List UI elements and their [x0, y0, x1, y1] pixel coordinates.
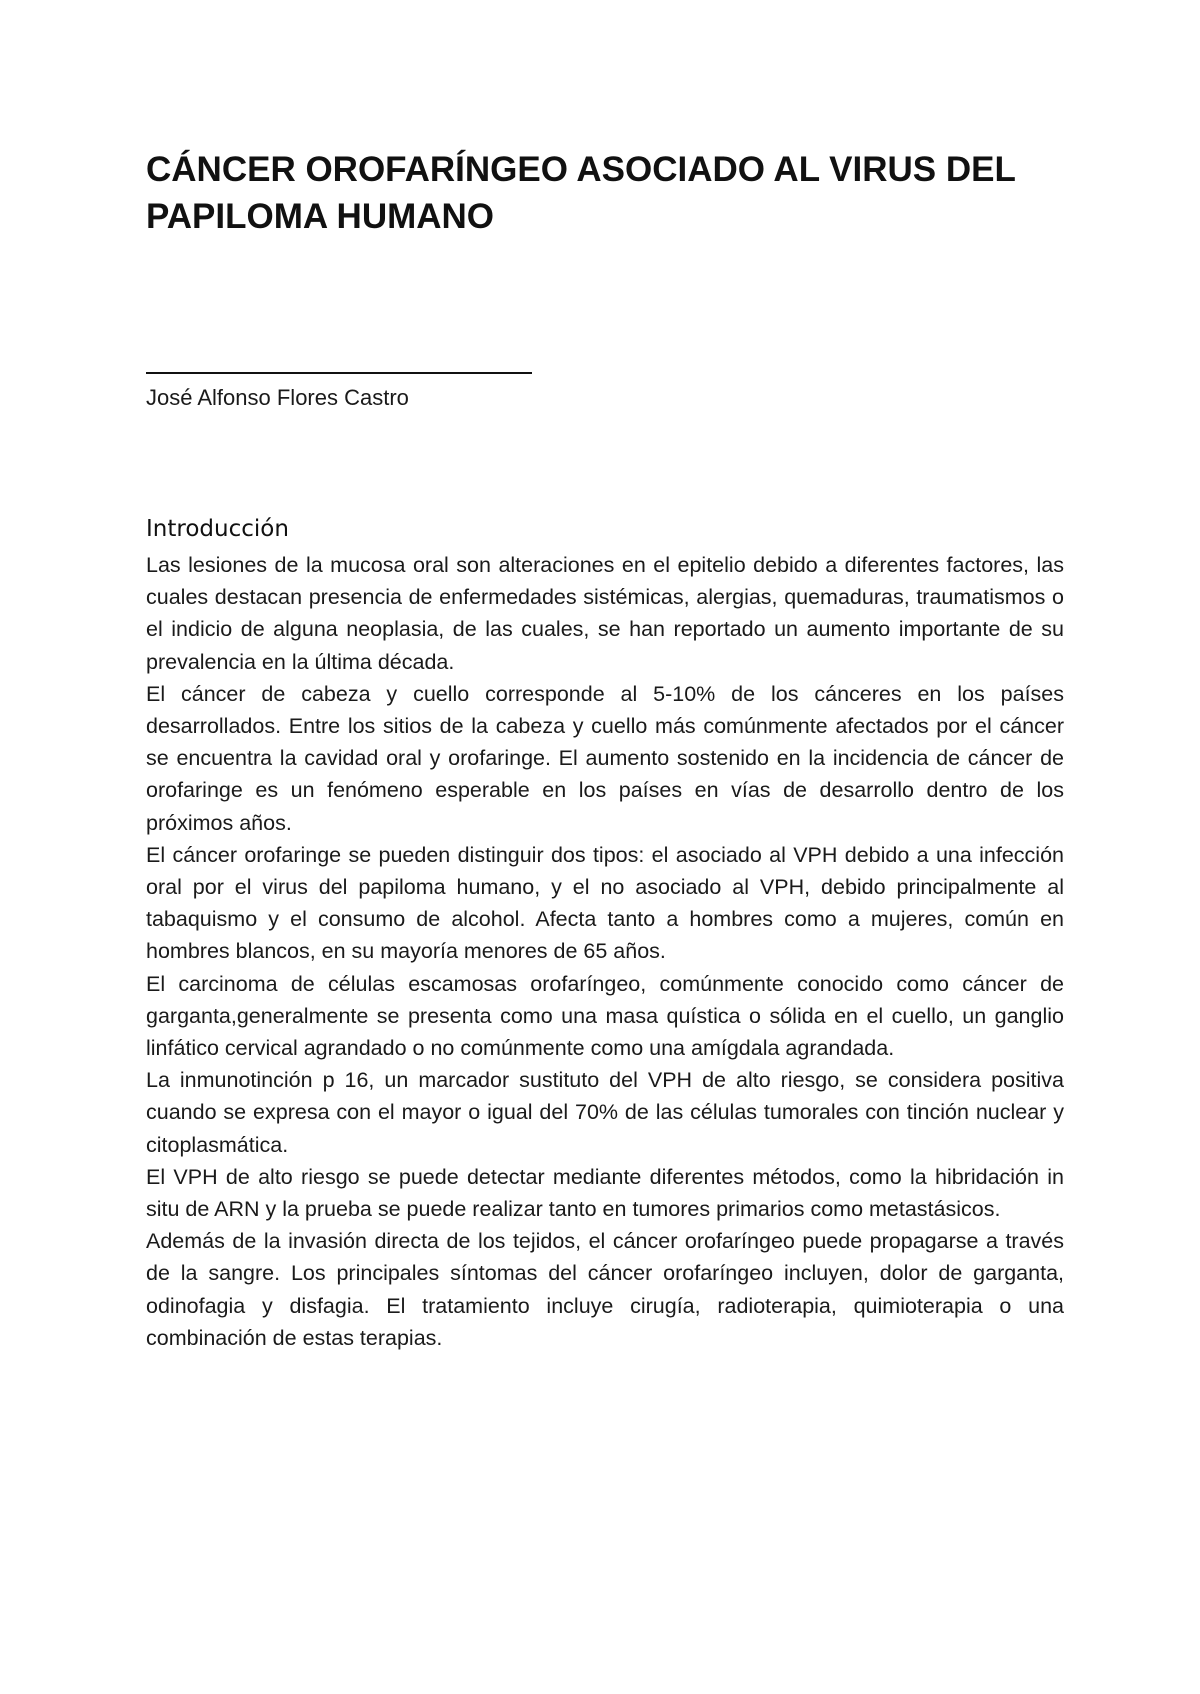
author-name: José Alfonso Flores Castro: [146, 385, 409, 410]
paragraph: Las lesiones de la mucosa oral son alteraciones en el epitelio debido a diferentes factores, las cuales destacan presencia de enfermedades sistémicas, alergias, quemaduras, traumatismos o el indicio de alguna neoplasia, de las cuales, se han reportado un aumento importante de su prevalencia en la última década.: [146, 553, 1064, 674]
paragraph: La inmunotinción p 16, un marcador sustituto del VPH de alto riesgo, se considera positiva cuando se expresa con el mayor o igual del 70% de las células tumorales con tinción nuclear y citoplasmática.: [146, 1068, 1064, 1157]
document-title: CÁNCER OROFARÍNGEO ASOCIADO AL VIRUS DEL PAPILOMA HUMANO: [146, 150, 1016, 236]
paragraph: El cáncer de cabeza y cuello corresponde al 5-10% de los cánceres en los países desarrollados. Entre los sitios de la cabeza y cuello más comúnmente afectados por el cáncer se encuentra la cavidad oral y orofaringe. El aumento sostenido en la incidencia de cáncer de orofaringe es un fenómeno esperable en los países en vías de desarrollo dentro de los próximos años.: [146, 681, 1064, 835]
paragraph: El VPH de alto riesgo se puede detectar mediante diferentes métodos, como la hibridación in situ de ARN y la prueba se puede realizar tanto en tumores primarios como metastásicos.: [146, 1164, 1064, 1222]
author-divider: [146, 372, 532, 374]
paragraph: El carcinoma de células escamosas orofaríngeo, comúnmente conocido como cáncer de garganta,generalmente se presenta como una masa quística o sólida en el cuello, un ganglio linfático cervical agrandado o no comúnmente como una amígdala agrandada.: [146, 971, 1064, 1061]
paragraph: Además de la invasión directa de los tejidos, el cáncer orofaríngeo puede propagarse a través de la sangre. Los principales síntomas del cáncer orofaríngeo incluyen, dolor de garganta, odinofagia y disfagia. El tratamiento incluye cirugía, radioterapia, quimioterapia o una combinación de estas terapias.: [146, 1229, 1064, 1350]
section-heading-introduccion: Introducción: [146, 516, 289, 542]
paragraph: El cáncer orofaringe se pueden distinguir dos tipos: el asociado al VPH debido a una infección oral por el virus del papiloma humano, y el no asociado al VPH, debido principalmente al tabaquismo y el consumo de alcohol. Afecta tanto a hombres como a mujeres, común en hombres blancos, en su mayoría menores de 65 años.: [146, 842, 1064, 964]
introduction-body: [146, 549, 1064, 1354]
